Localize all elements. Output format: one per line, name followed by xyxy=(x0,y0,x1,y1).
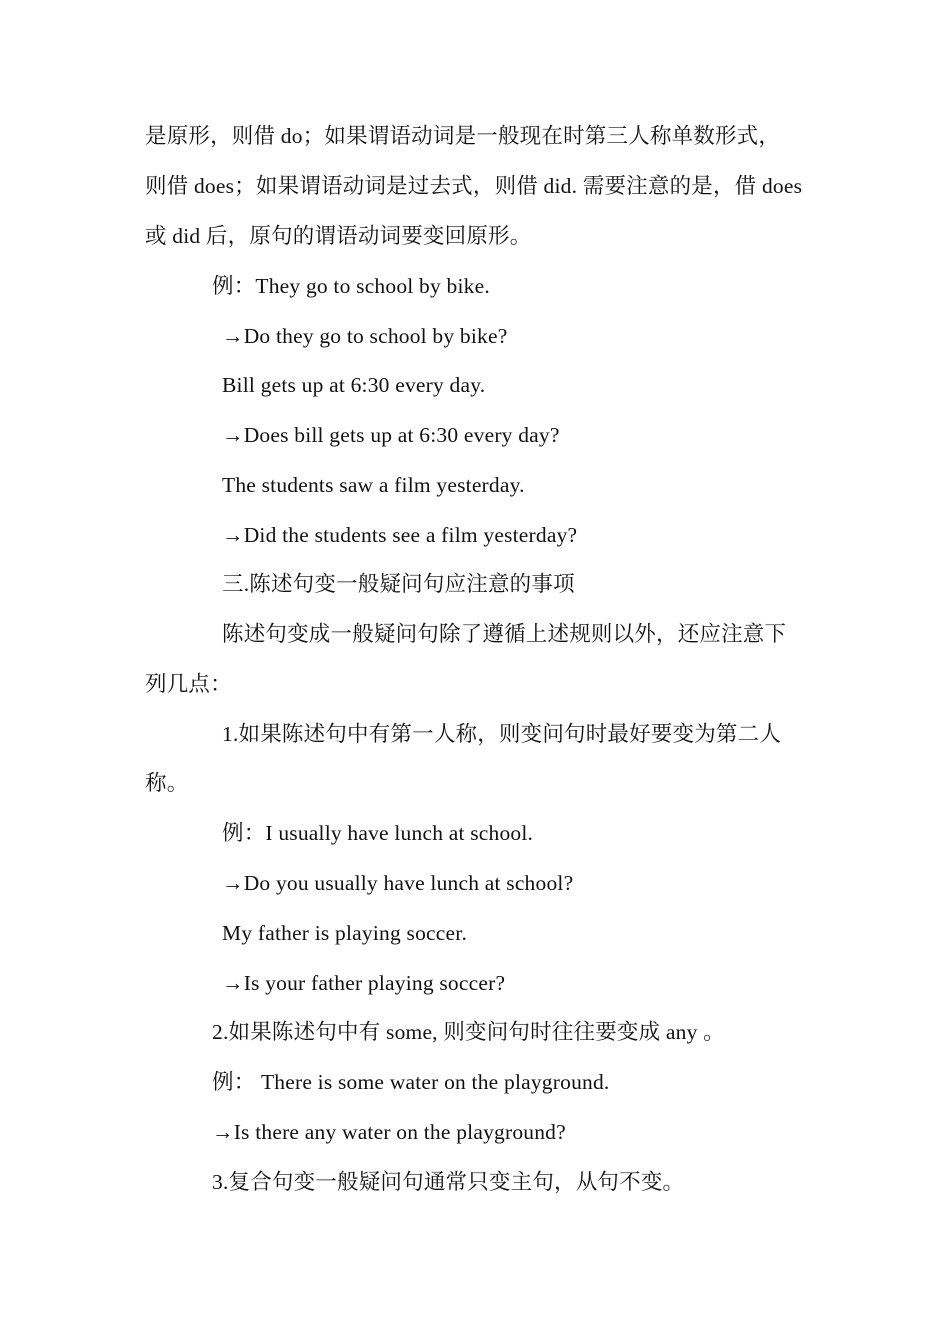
example-sentence-1: 例：They go to school by bike. xyxy=(212,274,490,298)
example-sentence-6: 例： There is some water on the playground. xyxy=(212,1070,610,1094)
example-question-2: →Does bill gets up at 6:30 every day? xyxy=(222,423,560,447)
example-question-3: →Did the students see a film yesterday? xyxy=(222,523,578,547)
paragraph-line-2: 则借 does；如果谓语动词是过去式，则借 did. 需要注意的是，借 does xyxy=(145,174,803,198)
example-question-4: →Do you usually have lunch at school? xyxy=(222,871,574,895)
paragraph-line-3: 或 did 后，原句的谓语动词要变回原形。 xyxy=(145,224,532,248)
example-sentence-2: Bill gets up at 6:30 every day. xyxy=(222,373,486,397)
example-sentence-4: 例：I usually have lunch at school. xyxy=(222,821,534,845)
rule-2: 2.如果陈述句中有 some, 则变问句时往往要变成 any 。 xyxy=(212,1020,725,1044)
paragraph-line-5: 列几点： xyxy=(145,672,232,696)
example-question-5: →Is your father playing soccer? xyxy=(222,971,506,995)
example-sentence-5: My father is playing soccer. xyxy=(222,921,468,945)
paragraph-line-1: 是原形，则借 do；如果谓语动词是一般现在时第三人称单数形式， xyxy=(145,124,781,148)
example-question-1: →Do they go to school by bike? xyxy=(222,324,508,348)
rule-1-line-2: 称。 xyxy=(145,771,189,795)
rule-3: 3.复合句变一般疑问句通常只变主句，从句不变。 xyxy=(212,1170,685,1194)
rule-1-line-1: 1.如果陈述句中有第一人称，则变问句时最好要变为第二人 xyxy=(222,722,782,746)
example-question-6: →Is there any water on the playground? xyxy=(212,1120,566,1144)
example-sentence-3: The students saw a film yesterday. xyxy=(222,473,525,497)
section-heading: 三.陈述句变一般疑问句应注意的事项 xyxy=(222,572,575,596)
paragraph-line-4: 陈述句变成一般疑问句除了遵循上述规则以外，还应注意下 xyxy=(222,622,787,646)
